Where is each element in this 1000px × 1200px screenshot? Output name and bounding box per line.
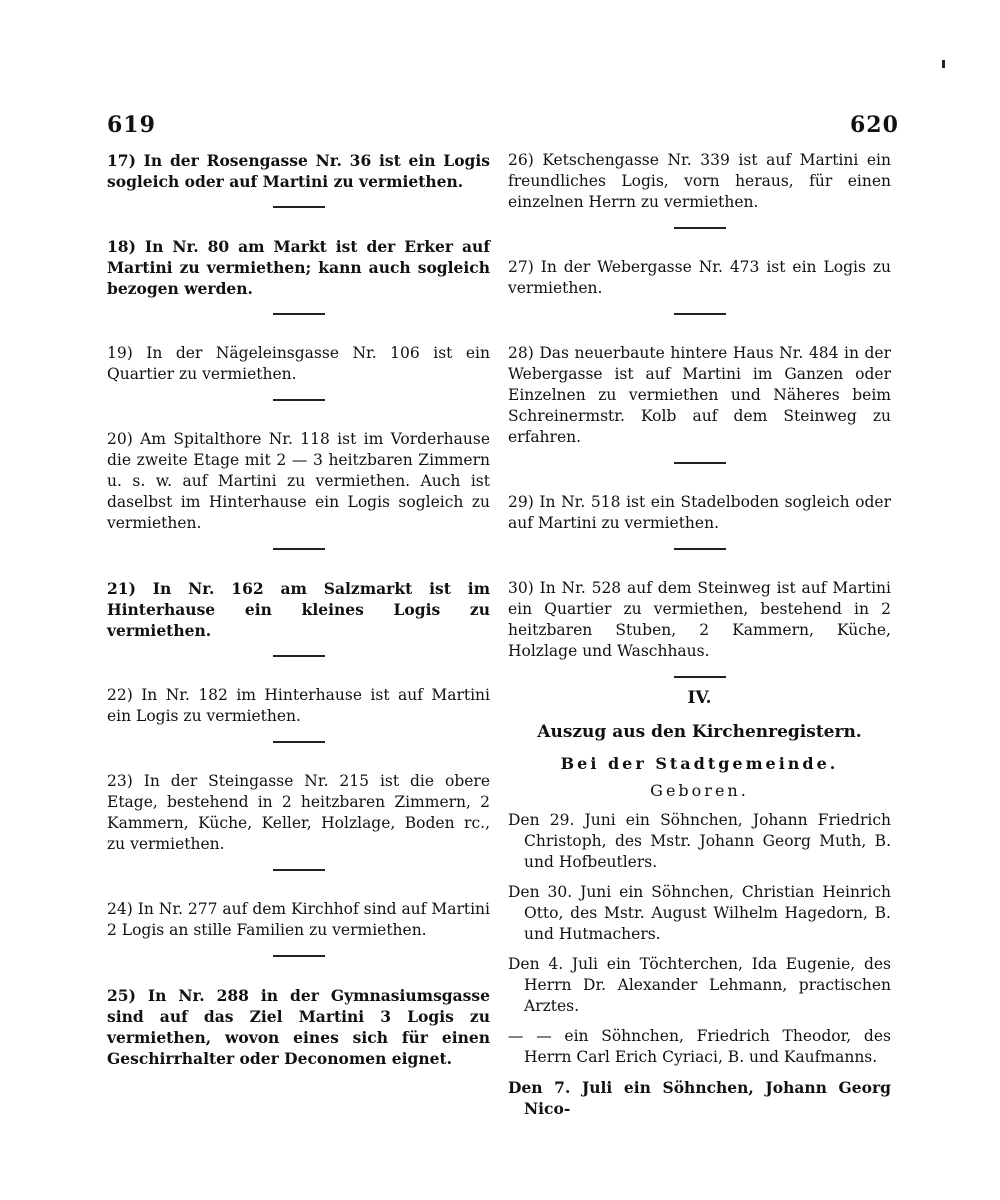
- notice-19: 19) In der Nägeleinsgasse Nr. 106 ist ein Quartier zu vermiethen.: [107, 344, 490, 383]
- separator: [674, 313, 726, 315]
- separator: [674, 462, 726, 464]
- separator: [273, 741, 325, 743]
- separator: [674, 676, 726, 678]
- separator: [273, 955, 325, 957]
- notice-21: 21) In Nr. 162 am Salzmarkt ist im Hinterhause ein kleines Logis zu vermiethen.: [107, 579, 490, 640]
- notice-25: 25) In Nr. 288 in der Gymnasiumsgasse sind auf das Ziel Martini 3 Logis zu vermiethen, wovon eines sich für einen Geschirrhalter oder Deconomen eignet.: [107, 986, 490, 1068]
- separator: [273, 869, 325, 871]
- margin-mark: [942, 60, 945, 68]
- page-number-left: 619: [107, 112, 156, 138]
- birth-entry: Den 4. Juli ein Töchterchen, Ida Eugenie, des Herrn Dr. Alexander Lehmann, practischen Arztes.: [508, 955, 891, 1015]
- subsection-title: Bei der Stadtgemeinde.: [560, 754, 839, 773]
- notice-28: 28) Das neuerbaute hintere Haus Nr. 484 in der Webergasse ist auf Martini im Ganzen oder Einzelnen zu vermiethen und Näheres beim Schreinermstr. Kolb auf dem Steinweg zu erfahren.: [508, 344, 891, 446]
- notice-17: 17) In der Rosengasse Nr. 36 ist ein Logis sogleich oder auf Martini zu vermiethen.: [107, 151, 490, 191]
- notice-24: 24) In Nr. 277 auf dem Kirchhof sind auf Martini 2 Logis an stille Familien zu vermiethen.: [107, 900, 490, 939]
- separator: [273, 655, 325, 657]
- birth-entry: Den 29. Juni ein Söhnchen, Johann Friedrich Christoph, des Mstr. Johann Georg Muth, B. und Hofbeutlers.: [508, 811, 891, 871]
- notice-22: 22) In Nr. 182 im Hinterhause ist auf Martini ein Logis zu vermiethen.: [107, 686, 490, 725]
- separator: [674, 227, 726, 229]
- separator: [674, 548, 726, 550]
- notice-30: 30) In Nr. 528 auf dem Steinweg ist auf Martini ein Quartier zu vermiethen, bestehend in 2 heitzbaren Stuben, 2 Kammern, Küche, Holzlage und Waschhaus.: [508, 579, 891, 660]
- birth-entry: Den 30. Juni ein Söhnchen, Christian Heinrich Otto, des Mstr. August Wilhelm Hagedorn, B. und Hutmachers.: [508, 883, 891, 943]
- section-title: Auszug aus den Kirchenregistern.: [537, 722, 862, 742]
- section-number: IV.: [687, 688, 712, 708]
- birth-entry: Den 7. Juli ein Söhnchen, Johann Georg Nico-: [508, 1078, 891, 1118]
- births-heading: Geboren.: [650, 781, 749, 800]
- separator: [273, 313, 325, 315]
- notice-23: 23) In der Steingasse Nr. 215 ist die obere Etage, bestehend in 2 heitzbaren Zimmern, 2 Kammern, Küche, Keller, Holzlage, Boden rc., zu vermiethen.: [107, 772, 490, 853]
- page-number-right: 620: [850, 112, 899, 138]
- notice-29: 29) In Nr. 518 ist ein Stadelboden sogleich oder auf Martini zu vermiethen.: [508, 493, 891, 532]
- notice-27: 27) In der Webergasse Nr. 473 ist ein Logis zu vermiethen.: [508, 258, 891, 297]
- notice-20: 20) Am Spitalthore Nr. 118 ist im Vorderhause die zweite Etage mit 2 — 3 heitzbaren Zimmern u. s. w. auf Martini zu vermiethen. Auch ist daselbst im Hinterhause ein Logis sogleich zu vermiethen.: [107, 430, 490, 532]
- separator: [273, 206, 325, 208]
- separator: [273, 548, 325, 550]
- right-column: [508, 150, 891, 1128]
- notice-18: 18) In Nr. 80 am Markt ist der Erker auf Martini zu vermiethen; kann auch sogleich bezogen werden.: [107, 237, 490, 298]
- notice-26: 26) Ketschengasse Nr. 339 ist auf Martini ein freundliches Logis, vorn heraus, für einen einzelnen Herrn zu vermiethen.: [508, 151, 891, 211]
- birth-entry: — — ein Söhnchen, Friedrich Theodor, des Herrn Carl Erich Cyriaci, B. und Kaufmanns.: [508, 1027, 891, 1066]
- separator: [273, 399, 325, 401]
- left-column: [107, 150, 490, 1069]
